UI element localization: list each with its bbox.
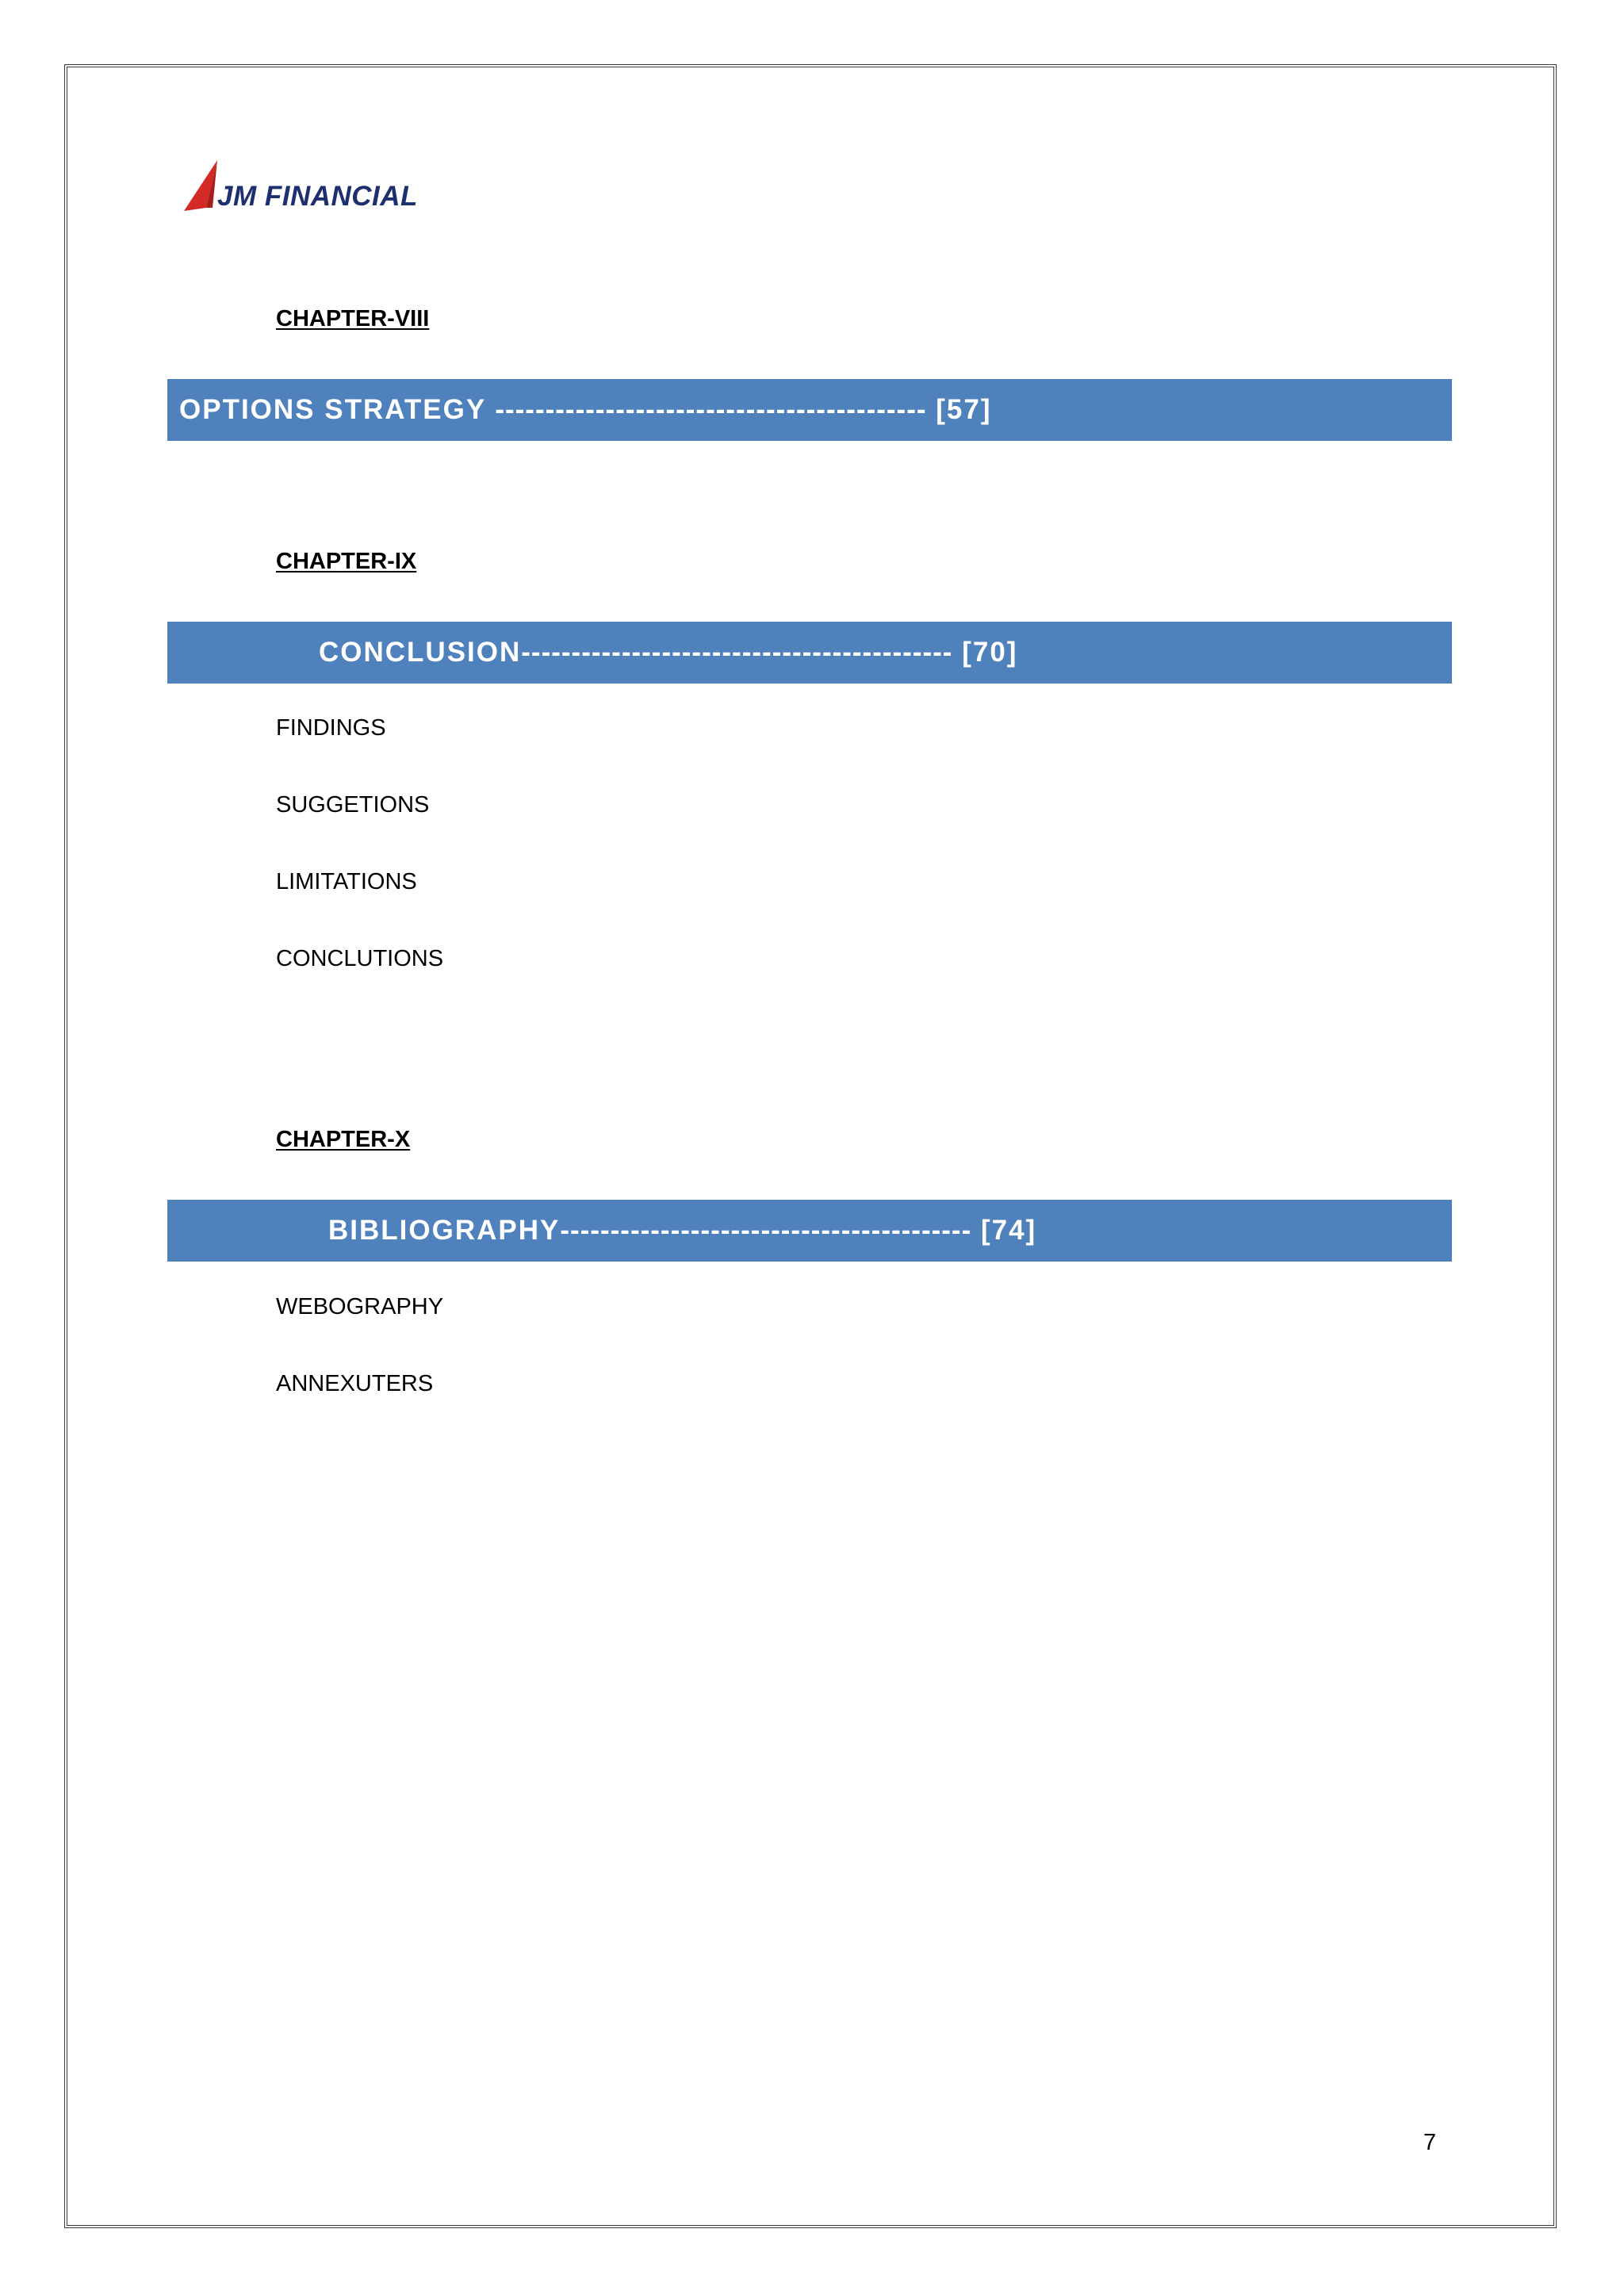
jm-financial-logo xyxy=(182,155,418,216)
toc-subitem: FINDINGS xyxy=(276,715,386,741)
toc-band-bibliography[interactable] xyxy=(167,1200,1452,1262)
toc-subitem: ANNEXUTERS xyxy=(276,1371,434,1396)
toc-subitem: LIMITATIONS xyxy=(276,869,417,894)
toc-leader: ----------------------------------------- xyxy=(560,1215,972,1246)
toc-subitem: SUGGETIONS xyxy=(276,792,430,818)
chapter-label-viii: CHAPTER-VIII xyxy=(276,306,430,331)
toc-page-ref: [70] xyxy=(962,637,1018,668)
toc-title: BIBLIOGRAPHY xyxy=(328,1215,561,1246)
page-number: 7 xyxy=(1423,2130,1437,2155)
toc-page-ref: [57] xyxy=(936,394,992,425)
chapter-label-ix: CHAPTER-IX xyxy=(276,549,417,574)
toc-band-options-strategy[interactable] xyxy=(167,379,1452,441)
toc-leader: ------------------------------------------- xyxy=(521,637,953,668)
toc-page-ref: [74] xyxy=(980,1215,1037,1246)
chapter-label-x: CHAPTER-X xyxy=(276,1127,411,1152)
toc-subitem: CONCLUTIONS xyxy=(276,946,444,971)
toc-title: OPTIONS STRATEGY xyxy=(179,394,486,425)
toc-subitem: WEBOGRAPHY xyxy=(276,1294,444,1319)
logo-text: JM FINANCIAL xyxy=(217,181,418,212)
toc-title: CONCLUSION xyxy=(319,637,522,668)
toc-leader: ------------------------------------------- xyxy=(495,394,927,425)
toc-band-conclusion[interactable] xyxy=(167,622,1452,684)
